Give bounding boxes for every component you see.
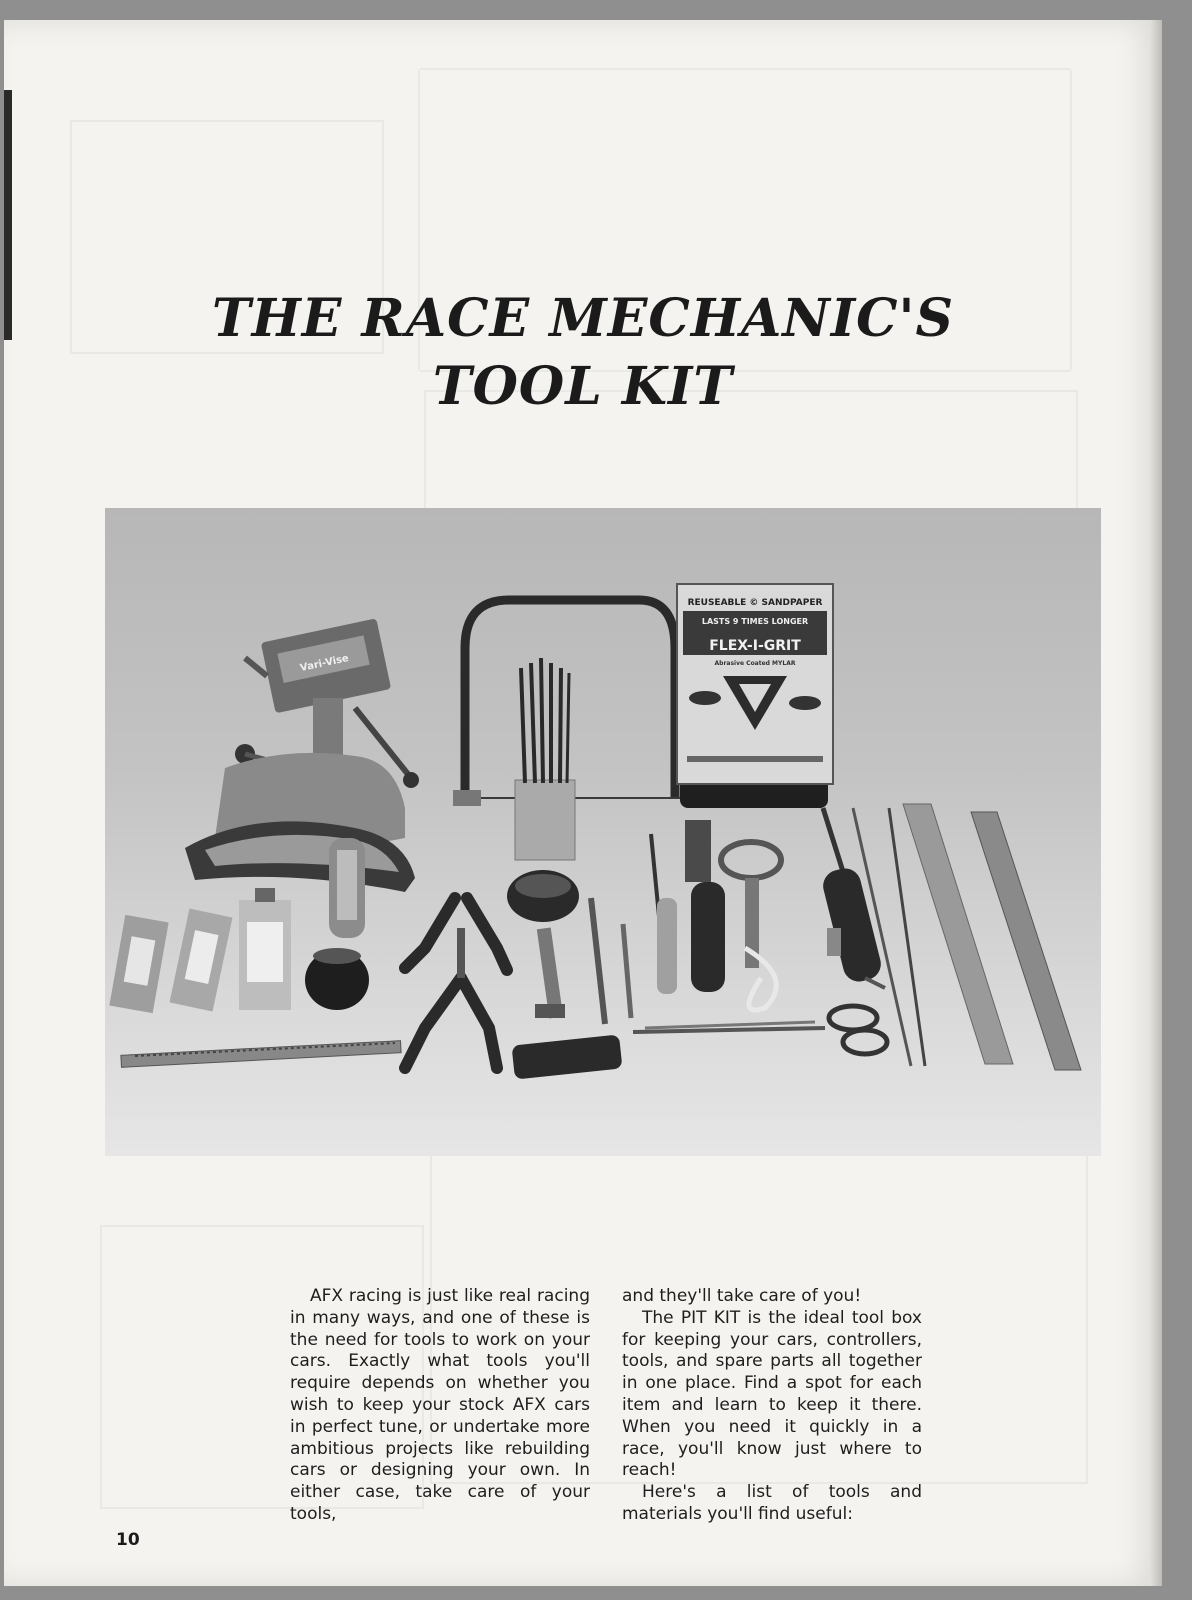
pliers: [405, 898, 507, 1068]
article-column-left: [290, 1286, 590, 1526]
sandpaper-brand-label: REUSEABLE © SANDPAPER: [687, 598, 823, 608]
razor-saw: [121, 1041, 401, 1068]
paragraph-tool-list-intro: Here's a list of tools and materials you'll find useful:: [622, 1482, 922, 1524]
vise-label: Vari-Vise: [299, 653, 350, 675]
glue-tubes: [109, 888, 291, 1013]
file-set: [507, 658, 579, 922]
soldering-iron: [820, 808, 885, 988]
paragraph-intro: AFX racing is just like real racing in many ways, and one of these is the need for tools to work on your cars. Exactly what tools you'll require depends on whether you wish to keep your stock AFX cars in perfect tune, or undertake more ambitious projects like rebuilding cars or designing your own. In either case, take care of your tools,: [290, 1286, 590, 1524]
scissors: [633, 1006, 887, 1054]
sandpaper-box: [677, 584, 833, 784]
sanding-block: [512, 1034, 623, 1079]
sandpaper-subtitle: Abrasive Coated MYLAR: [714, 660, 796, 667]
tool-kit-illustration: [105, 508, 1101, 1156]
page-title-line-2: TOOL KIT: [432, 356, 734, 417]
page-title-line-1: THE RACE MECHANIC'S: [211, 288, 955, 349]
tool-kit-photo: [105, 508, 1101, 1156]
paragraph-continuation: and they'll take care of you!: [622, 1286, 862, 1306]
hobby-vise: [185, 618, 419, 892]
sandpaper-tagline: LASTS 9 TIMES LONGER: [701, 617, 809, 626]
page-edge: [1150, 20, 1162, 1586]
magazine-page: [4, 20, 1162, 1586]
page-number: 10: [116, 1530, 140, 1550]
rods-and-rulers: [853, 804, 1081, 1070]
sandpaper-product-name: FLEX-I-GRIT: [709, 638, 801, 654]
paragraph-pit-kit: The PIT KIT is the ideal tool box for keeping your cars, controllers, tools, and spare parts all together in one place. Find a spot for each item and learn to keep it there. When you need it quickly in a race, you'll know just where to reach!: [622, 1307, 922, 1481]
article-column-right: [622, 1286, 922, 1526]
